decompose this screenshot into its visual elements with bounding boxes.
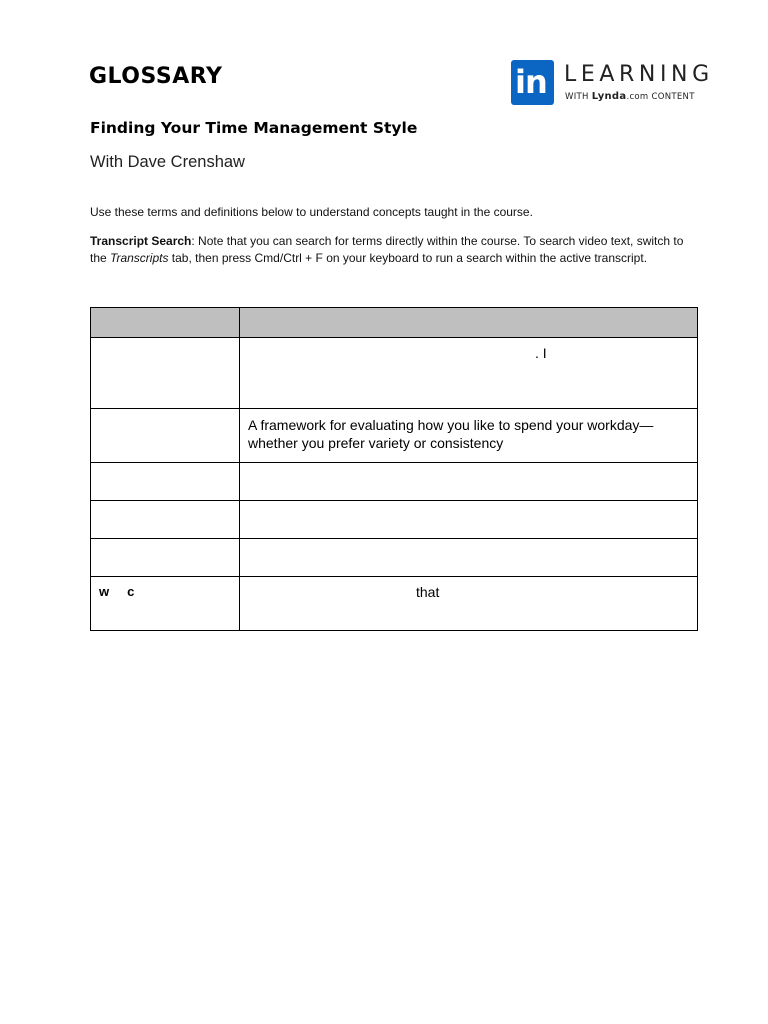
- term-text: [99, 463, 231, 469]
- transcripts-tab-name: Transcripts: [110, 250, 169, 265]
- logo-learning-text: LEARNING: [564, 62, 714, 87]
- table-row: [91, 338, 698, 409]
- term-cell: [91, 338, 240, 409]
- term-cell: [91, 539, 240, 577]
- transcript-note-part2: tab, then press Cmd/Ctrl + F on your keyboard to run a search within the active transcript.: [168, 250, 648, 265]
- definition-text: that: [416, 584, 440, 600]
- logo-in-text: in: [515, 63, 547, 101]
- term-text: [99, 338, 231, 344]
- term-text: [99, 409, 231, 415]
- table-row: [91, 577, 698, 631]
- term-cell: [91, 463, 240, 501]
- definition-cell: [240, 463, 698, 501]
- definition-cell: [240, 338, 698, 409]
- logo-tagline-suffix: .com CONTENT: [626, 92, 695, 102]
- linkedin-in-icon: [511, 60, 554, 105]
- definition-cell: [240, 501, 698, 539]
- term-header-cell: [91, 308, 240, 338]
- transcript-search-label: Transcript Search: [90, 234, 192, 248]
- table-header-row: [91, 308, 698, 338]
- table-row: [91, 501, 698, 539]
- term-cell: [91, 577, 240, 631]
- instructor-name: With Dave Crenshaw: [90, 153, 245, 171]
- logo-tagline: [565, 91, 695, 103]
- logo-tagline-brand: Lynda: [591, 91, 627, 102]
- definition-cell: [240, 409, 698, 463]
- table-row: [91, 463, 698, 501]
- logo-tagline-prefix: WITH: [565, 92, 592, 102]
- transcript-search-note: [90, 233, 700, 266]
- glossary-table: [90, 307, 698, 631]
- definition-cell: [240, 539, 698, 577]
- transcript-note-part1: : Note that you can search for terms directly within the course. To search video text, switch to the: [90, 234, 684, 265]
- glossary-title: GLOSSARY: [89, 64, 223, 89]
- course-title: Finding Your Time Management Style: [90, 119, 418, 137]
- definition-text: . I: [535, 345, 547, 361]
- term-text: [99, 501, 231, 507]
- table-row: [91, 409, 698, 463]
- intro-text: Use these terms and definitions below to understand concepts taught in the course.: [90, 205, 533, 219]
- linkedin-learning-logo: [511, 60, 714, 106]
- term-text: w c: [99, 584, 135, 599]
- table-row: [91, 539, 698, 577]
- definition-header-cell: [240, 308, 698, 338]
- definition-text: A framework for evaluating how you like to spend your workday—whether you prefer variety or consistency: [248, 417, 654, 451]
- term-cell: [91, 501, 240, 539]
- term-cell: [91, 409, 240, 463]
- term-text: [99, 539, 231, 545]
- definition-cell: [240, 577, 698, 631]
